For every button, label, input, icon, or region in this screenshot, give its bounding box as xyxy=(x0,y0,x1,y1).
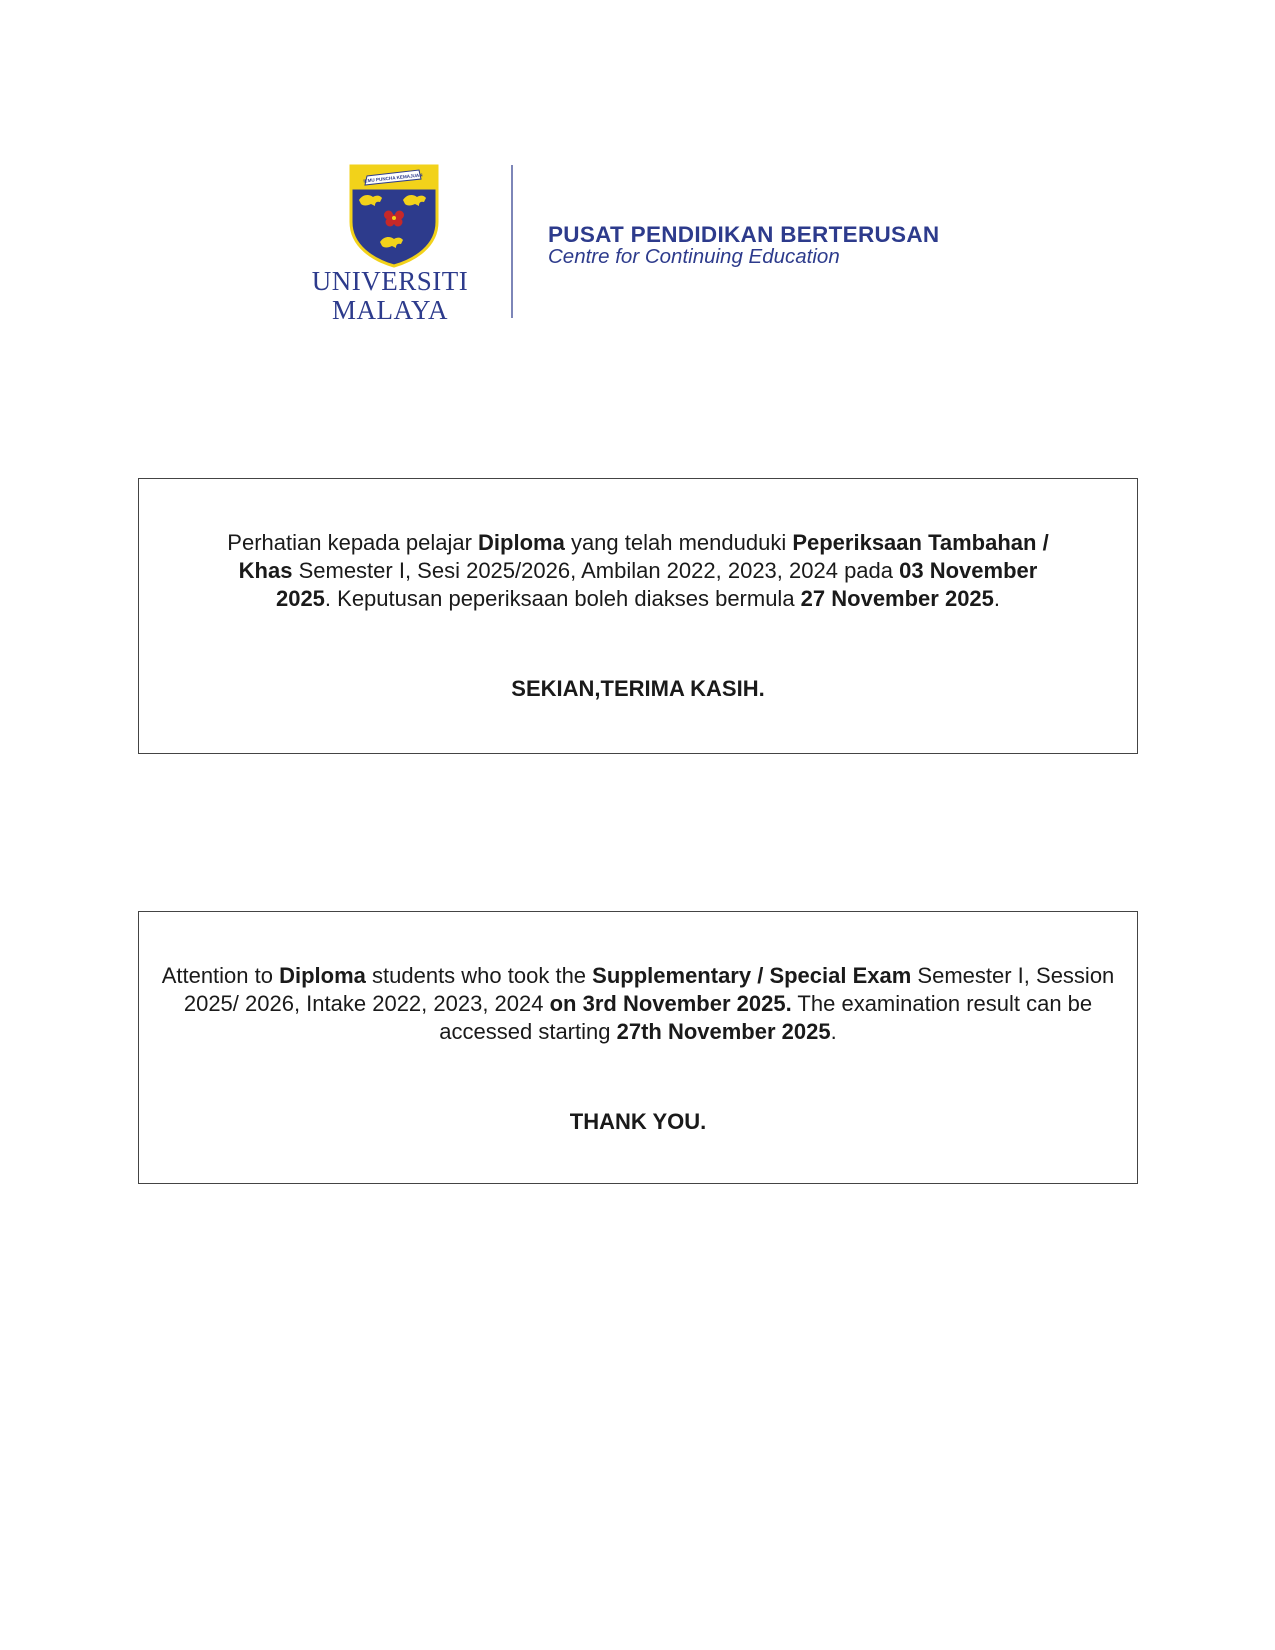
notice-emphasis: Diploma xyxy=(478,530,565,555)
notice-text-english xyxy=(151,962,1126,1046)
notice-text: Perhatian kepada pelajar xyxy=(227,530,479,555)
notice-box-english xyxy=(138,911,1138,1184)
notice-text: The examination result can be accessed starting xyxy=(439,991,1093,1044)
notice-text: . xyxy=(830,1019,837,1044)
notice-text: . Keputusan peperiksaan boleh diakses bermula xyxy=(324,586,801,611)
notice-text: . xyxy=(993,586,1001,611)
notice-text: students who took the xyxy=(365,963,593,988)
university-crest-icon xyxy=(349,164,439,268)
notice-box-malay xyxy=(138,478,1138,754)
notice-emphasis: 27 November 2025 xyxy=(800,586,994,611)
closing-malay: SEKIAN,TERIMA KASIH. xyxy=(511,676,765,701)
closing-english: THANK YOU. xyxy=(569,1109,707,1134)
notice-text-malay xyxy=(213,529,1063,613)
centre-name: PUSAT PENDIDIKAN BERTERUSAN xyxy=(548,222,940,247)
notice-text: Semester I, Sesi 2025/2026, Ambilan 2022, 2023, 2024 pada xyxy=(292,558,900,583)
header-divider xyxy=(511,165,513,318)
notice-text: Attention to xyxy=(161,963,280,988)
notice-emphasis: 27th November 2025 xyxy=(616,1019,831,1044)
crest-motto: ILMU PUNCHA KEMAJUAN xyxy=(363,172,423,184)
university-name-line1: UNIVERSITI xyxy=(311,266,469,296)
notice-emphasis: 03 November 2025 xyxy=(275,558,1038,611)
notice-text: Semester I, Session 2025/ 2026, Intake 2022, 2023, 2024 xyxy=(183,963,1115,1016)
notice-emphasis: Peperiksaan Tambahan / Khas xyxy=(238,530,1049,583)
notice-emphasis: Supplementary / Special Exam xyxy=(592,963,912,988)
university-name-line2: MALAYA xyxy=(331,295,449,325)
notice-text: yang telah menduduki xyxy=(564,530,793,555)
notice-emphasis: Diploma xyxy=(279,963,366,988)
centre-subtitle: Centre for Continuing Education xyxy=(548,245,840,268)
notice-emphasis: on 3rd November 2025. xyxy=(549,991,792,1016)
